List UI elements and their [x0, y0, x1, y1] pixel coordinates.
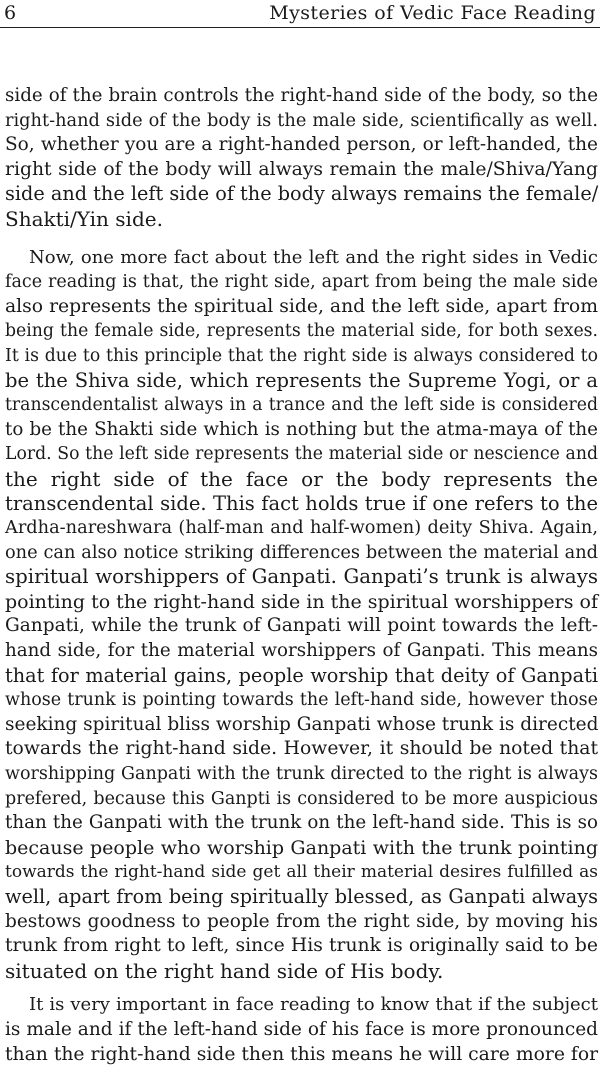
- paragraph-gap: [5, 232, 598, 246]
- text-line: situated on the right hand side of His body.: [5, 958, 444, 983]
- text-line: side of the brain controls the right-hand side of the body, so the: [5, 85, 598, 106]
- text-line: prefered, because this Ganpti is considered to be more auspicious: [5, 788, 598, 809]
- text-line: Ganpati, while the trunk of Ganpati will point towards the left-: [5, 615, 598, 637]
- book-title: Mysteries of Vedic Face Reading: [269, 2, 596, 24]
- text-line: bestows goodness to people from the right side, by moving his: [5, 910, 598, 932]
- page-number: 6: [4, 2, 17, 24]
- text-line: seeking spiritual bliss worship Ganpati whose trunk is directed: [5, 713, 599, 735]
- text-line: Shakti/Yin side.: [5, 206, 163, 231]
- text-line: one can also notice striking differences between the material and: [5, 542, 598, 563]
- text-line: be the Shiva side, which represents the Supreme Yogi, or a: [5, 368, 598, 392]
- running-head: [0, 0, 600, 30]
- text-line: worshipping Ganpati with the trunk directed to the right is always: [5, 764, 598, 785]
- text-line: is male and if the left-hand side of his face is more pronounced: [5, 1018, 598, 1040]
- text-line: face reading is that, the right side, apart from being the male side: [5, 272, 598, 293]
- header-rule: [0, 27, 600, 28]
- text-line: towards the right-hand side get all their material desires fulfilled as: [5, 862, 598, 883]
- text-line: trunk from right to left, since His trunk is originally said to be: [5, 935, 598, 957]
- text-line: well, apart from being spiritually blessed, as Ganpati always: [5, 885, 598, 908]
- body-text: [5, 84, 598, 1067]
- text-line: being the female side, represents the material side, for both sexes.: [5, 321, 598, 342]
- text-line: It is very important in face reading to know that if the subject: [29, 994, 598, 1016]
- text-line: also represents the spiritual side, and the left side, apart from: [5, 295, 598, 317]
- paragraph-3: [5, 993, 598, 1067]
- text-line: towards the right-hand side. However, it should be noted that: [5, 738, 598, 760]
- text-line: side and the left side of the body always remains the female/: [5, 182, 599, 206]
- text-line: pointing to the right-hand side in the spiritual worshippers of: [5, 590, 598, 613]
- text-line: Ardha-nareshwara (half-man and half-women) deity Shiva. Again,: [5, 518, 598, 539]
- text-line: whose trunk is pointing towards the left-hand side, however those: [5, 690, 598, 711]
- text-line: because people who worship Ganpati with the trunk pointing: [5, 836, 598, 859]
- text-line: transcendental side. This fact holds true if one refers to the: [5, 491, 598, 515]
- text-line: the right side of the face or the body represents the: [5, 466, 598, 491]
- paragraph-2: [5, 246, 598, 984]
- text-line: to be the Shakti side which is nothing but the atma-maya of the: [5, 418, 598, 440]
- text-line: than the Ganpati with the trunk on the left-hand side. This is so: [5, 812, 598, 834]
- text-line: right side of the body will always remain the male/Shiva/Yang: [5, 158, 598, 180]
- text-line: transcendentalist always in a trance and the left side is considered: [5, 395, 598, 416]
- text-line: Lord. So the left side represents the material side or nescience and: [5, 444, 598, 465]
- text-line: right-hand side of the body is the male side, scientifically as well.: [5, 110, 598, 131]
- paragraph-gap: [5, 983, 598, 993]
- text-line: than the right-hand side then this means he will care more for: [5, 1043, 599, 1065]
- text-line: It is due to this principle that the right side is always considered to: [5, 345, 598, 366]
- text-line: that for material gains, people worship that deity of Ganpati: [5, 663, 598, 687]
- paragraph-1: [5, 84, 598, 232]
- text-line: spiritual worshippers of Ganpati. Ganpati’s trunk is always: [5, 565, 598, 589]
- text-line: So, whether you are a right-handed person, or left-handed, the: [5, 134, 598, 156]
- text-line: Now, one more fact about the left and the right sides in Vedic: [29, 246, 598, 268]
- text-line: hand side, for the material worshippers of Ganpati. This means: [5, 640, 598, 662]
